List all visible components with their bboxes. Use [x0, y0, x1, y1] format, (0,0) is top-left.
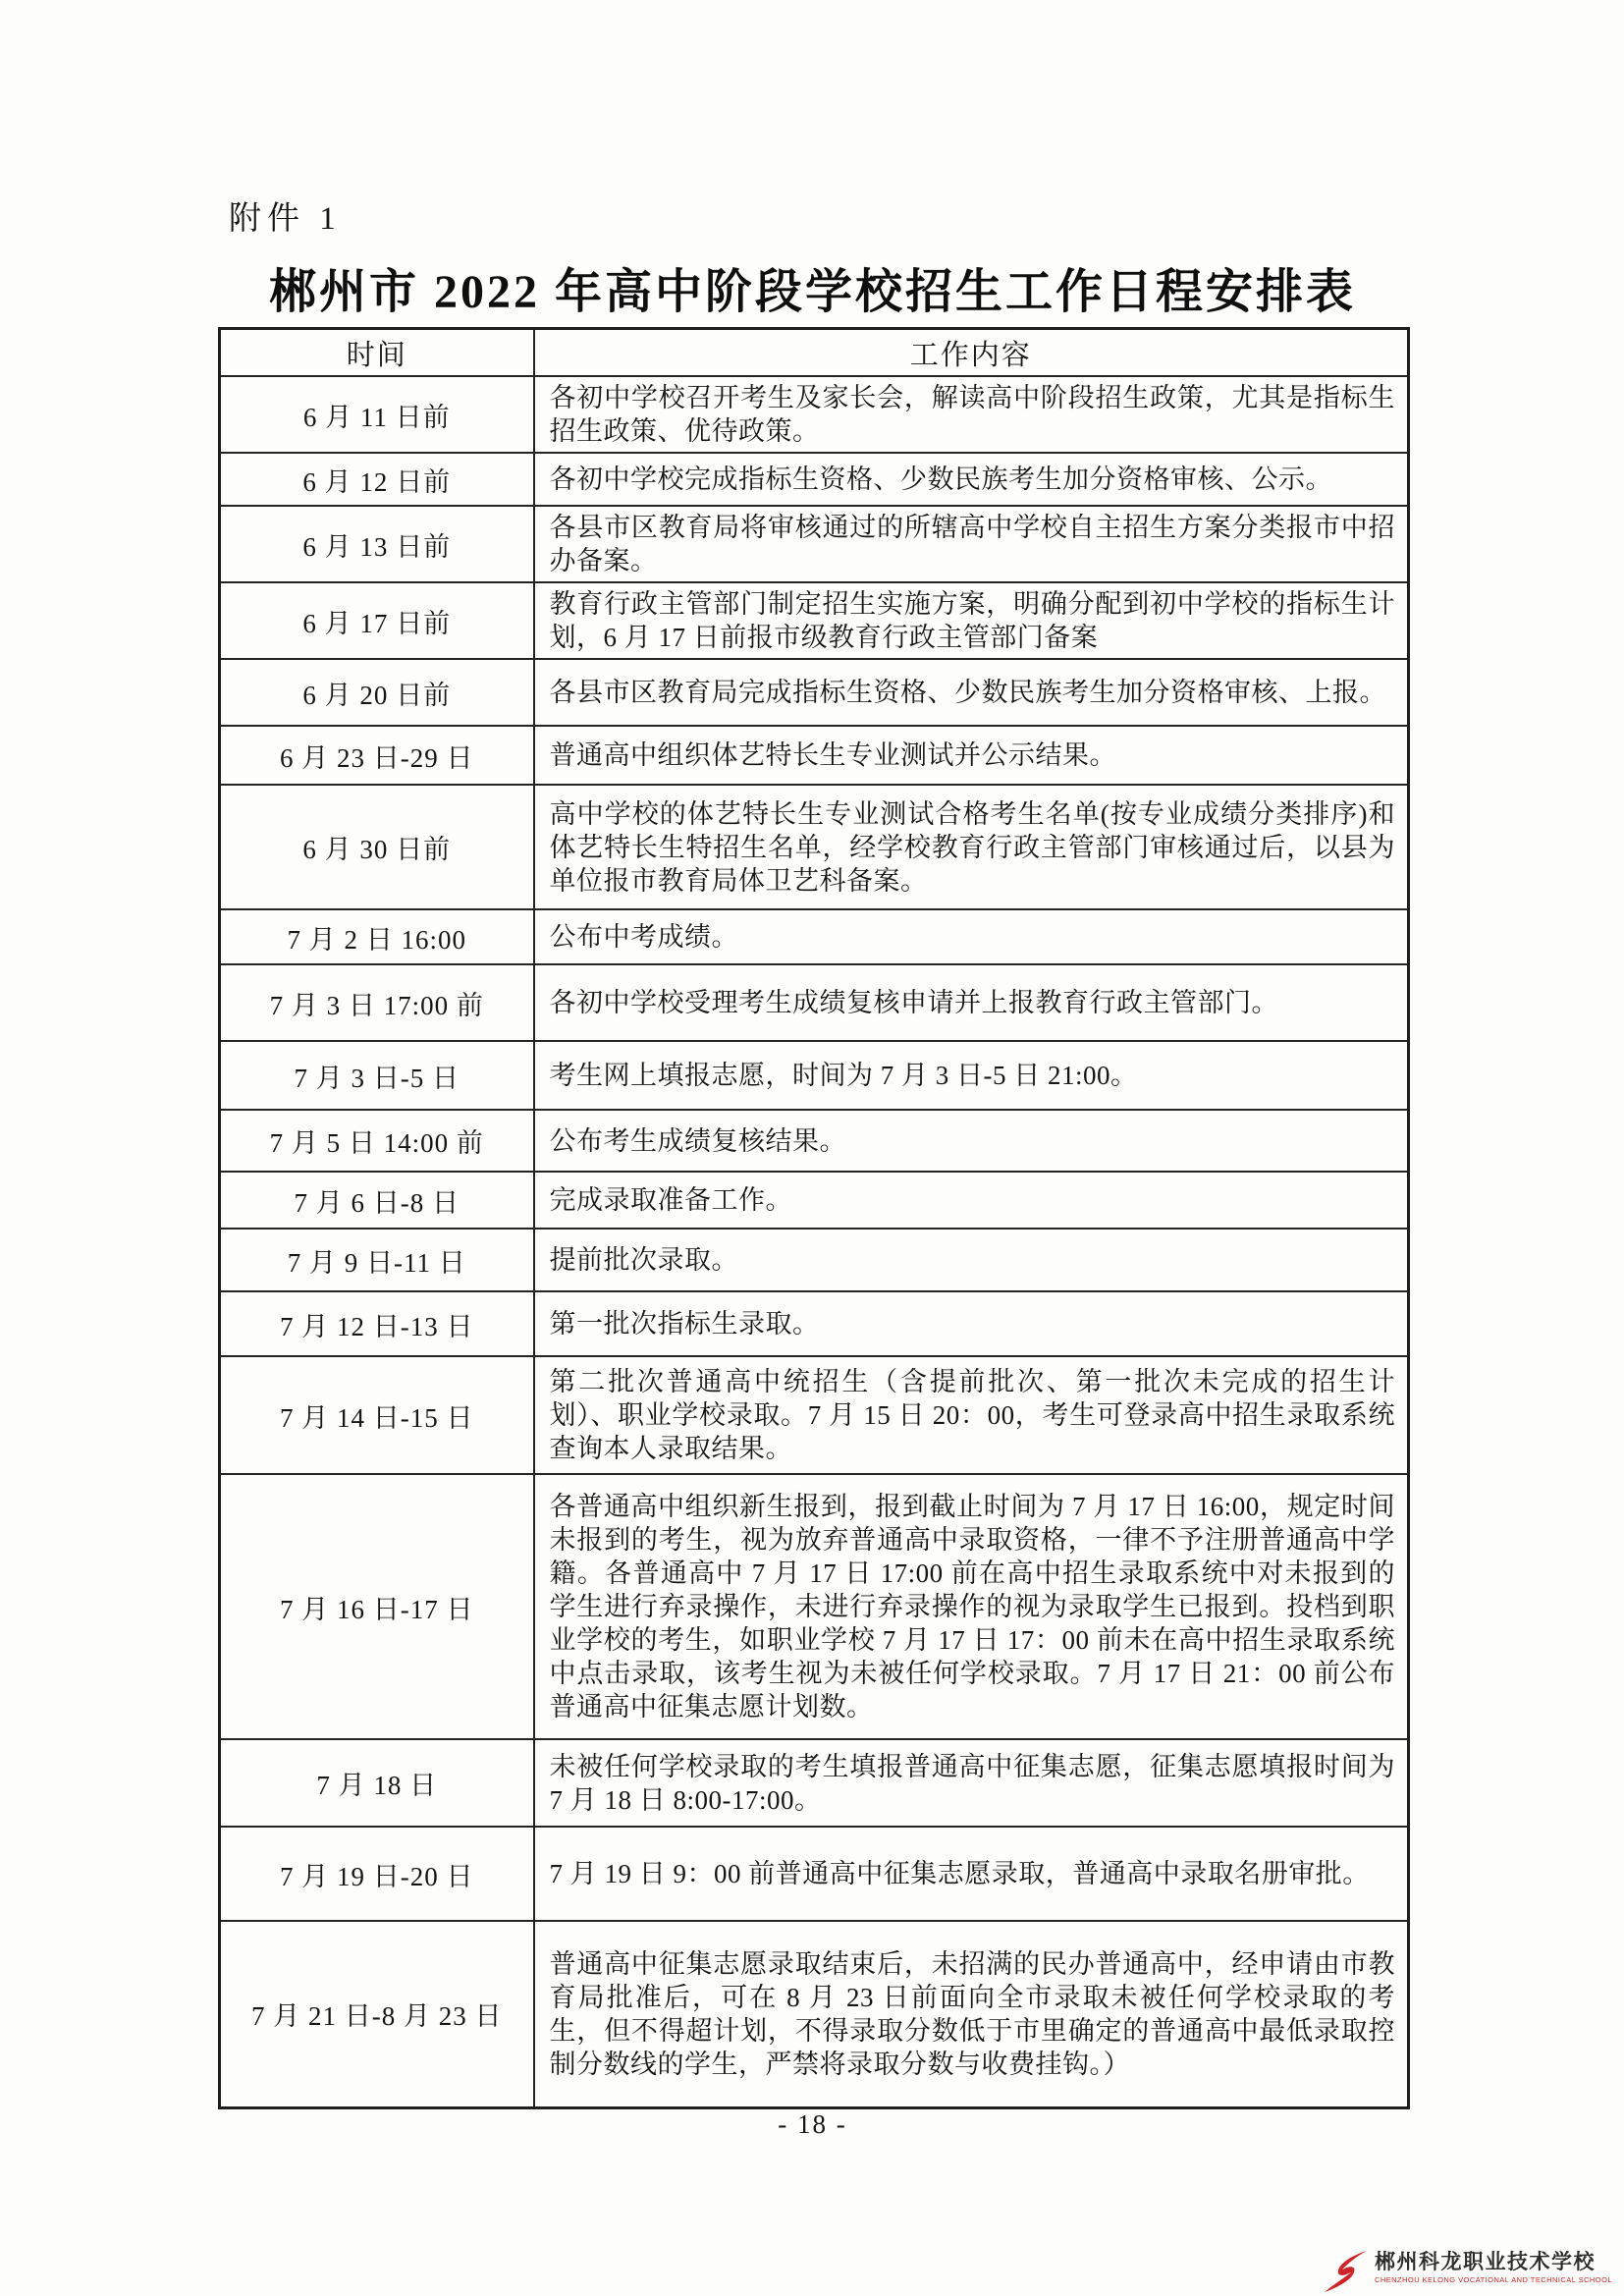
table-row	[220, 376, 1409, 453]
school-name-zh: 郴州科龙职业技术学校	[1374, 2251, 1596, 2273]
content-cell: 各县市区教育局将审核通过的所辖高中学校自主招生方案分类报市中招办备案。	[534, 506, 1409, 582]
table-row	[220, 1356, 1409, 1474]
table-row	[220, 909, 1409, 964]
table-row	[220, 1172, 1409, 1229]
content-cell: 7 月 19 日 9：00 前普通高中征集志愿录取，普通高中录取名册审批。	[534, 1827, 1409, 1921]
time-cell: 6 月 20 日前	[220, 659, 534, 726]
time-cell: 7 月 2 日 16:00	[220, 909, 534, 964]
content-cell: 各普通高中组织新生报到，报到截止时间为 7 月 17 日 16:00，规定时间未报到的考生，视为放弃普通高中录取资格，一律不予注册普通高中学籍。各普通高中 7 月 17 日 17:00 前在高中招生录取系统中对未报到的学生进行弃录操作，未进行弃录操作的视为录取学生已报到。投档到职业学校的考生，如职业学校 7 月 17 日 17：00 前未在高中招生录取系统中点击录取，该考生视为未被任何学校录取。7 月 17 日 21：00 前公布普通高中征集志愿计划数。	[534, 1474, 1409, 1739]
time-cell: 6 月 17 日前	[220, 582, 534, 659]
table-row	[220, 582, 1409, 659]
table-row	[220, 1041, 1409, 1110]
header-content: 工作内容	[534, 329, 1409, 377]
time-cell: 7 月 3 日-5 日	[220, 1041, 534, 1110]
content-cell: 各县市区教育局完成指标生资格、少数民族考生加分资格审核、上报。	[534, 659, 1409, 726]
content-cell: 公布考生成绩复核结果。	[534, 1110, 1409, 1172]
time-cell: 6 月 11 日前	[220, 376, 534, 453]
content-cell: 普通高中征集志愿录取结束后，未招满的民办普通高中，经申请由市教育局批准后，可在 8 月 23 日前面向全市录取未被任何学校录取的考生，但不得超计划，不得录取分数低于市里确定的普通高中最低录取控制分数线的学生，严禁将录取分数与收费挂钩。）	[534, 1921, 1409, 2107]
content-cell: 公布中考成绩。	[534, 909, 1409, 964]
content-cell: 各初中学校完成指标生资格、少数民族考生加分资格审核、公示。	[534, 453, 1409, 506]
time-cell: 6 月 13 日前	[220, 506, 534, 582]
content-cell: 各初中学校召开考生及家长会，解读高中阶段招生政策，尤其是指标生招生政策、优待政策。	[534, 376, 1409, 453]
school-logo-text	[1375, 2251, 1612, 2284]
attachment-label: 附件 1	[229, 201, 342, 237]
time-cell: 7 月 9 日-11 日	[220, 1229, 534, 1291]
school-logo	[1322, 2251, 1612, 2292]
logo-swoosh-icon	[1322, 2251, 1371, 2292]
time-cell: 6 月 12 日前	[220, 453, 534, 506]
time-cell: 7 月 3 日 17:00 前	[220, 964, 534, 1041]
time-cell: 7 月 16 日-17 日	[220, 1474, 534, 1739]
table-header-row	[220, 329, 1409, 377]
time-cell: 7 月 18 日	[220, 1739, 534, 1827]
table-row	[220, 1739, 1409, 1827]
time-cell: 6 月 30 日前	[220, 785, 534, 909]
content-cell: 高中学校的体艺特长生专业测试合格考生名单(按专业成绩分类排序)和体艺特长生特招生名单，经学校教育行政主管部门审核通过后，以县为单位报市教育局体卫艺科备案。	[534, 785, 1409, 909]
table-row	[220, 1474, 1409, 1739]
table-row	[220, 726, 1409, 785]
school-name-en: CHENZHOU KELONG VOCATIONAL AND TECHNICAL SCHOOL	[1374, 2275, 1612, 2284]
table-row	[220, 453, 1409, 506]
content-cell: 各初中学校受理考生成绩复核申请并上报教育行政主管部门。	[534, 964, 1409, 1041]
header-time: 时间	[220, 329, 534, 377]
time-cell: 7 月 14 日-15 日	[220, 1356, 534, 1474]
table-row	[220, 964, 1409, 1041]
schedule-table-body	[220, 376, 1409, 2107]
content-cell: 提前批次录取。	[534, 1229, 1409, 1291]
content-cell: 普通高中组织体艺特长生专业测试并公示结果。	[534, 726, 1409, 785]
time-cell: 7 月 6 日-8 日	[220, 1172, 534, 1229]
time-cell: 7 月 19 日-20 日	[220, 1827, 534, 1921]
table-row	[220, 1921, 1409, 2107]
table-row	[220, 1110, 1409, 1172]
table-row	[220, 506, 1409, 582]
table-row	[220, 1229, 1409, 1291]
page-number: - 18 -	[778, 2109, 847, 2139]
content-cell: 未被任何学校录取的考生填报普通高中征集志愿，征集志愿填报时间为 7 月 18 日 8:00-17:00。	[534, 1739, 1409, 1827]
time-cell: 7 月 21 日-8 月 23 日	[220, 1921, 534, 2107]
page-title: 郴州市 2022 年高中阶段学校招生工作日程安排表	[268, 266, 1356, 318]
content-cell: 教育行政主管部门制定招生实施方案，明确分配到初中学校的指标生计划，6 月 17 日前报市级教育行政主管部门备案	[534, 582, 1409, 659]
table-row	[220, 659, 1409, 726]
table-row	[220, 1291, 1409, 1356]
time-cell: 6 月 23 日-29 日	[220, 726, 534, 785]
time-cell: 7 月 12 日-13 日	[220, 1291, 534, 1356]
content-cell: 考生网上填报志愿，时间为 7 月 3 日-5 日 21:00。	[534, 1041, 1409, 1110]
content-cell: 完成录取准备工作。	[534, 1172, 1409, 1229]
time-cell: 7 月 5 日 14:00 前	[220, 1110, 534, 1172]
table-row	[220, 1827, 1409, 1921]
content-cell: 第二批次普通高中统招生（含提前批次、第一批次未完成的招生计划）、职业学校录取。7 月 15 日 20：00，考生可登录高中招生录取系统查询本人录取结果。	[534, 1356, 1409, 1474]
content-cell: 第一批次指标生录取。	[534, 1291, 1409, 1356]
schedule-table	[218, 327, 1410, 2109]
table-row	[220, 785, 1409, 909]
